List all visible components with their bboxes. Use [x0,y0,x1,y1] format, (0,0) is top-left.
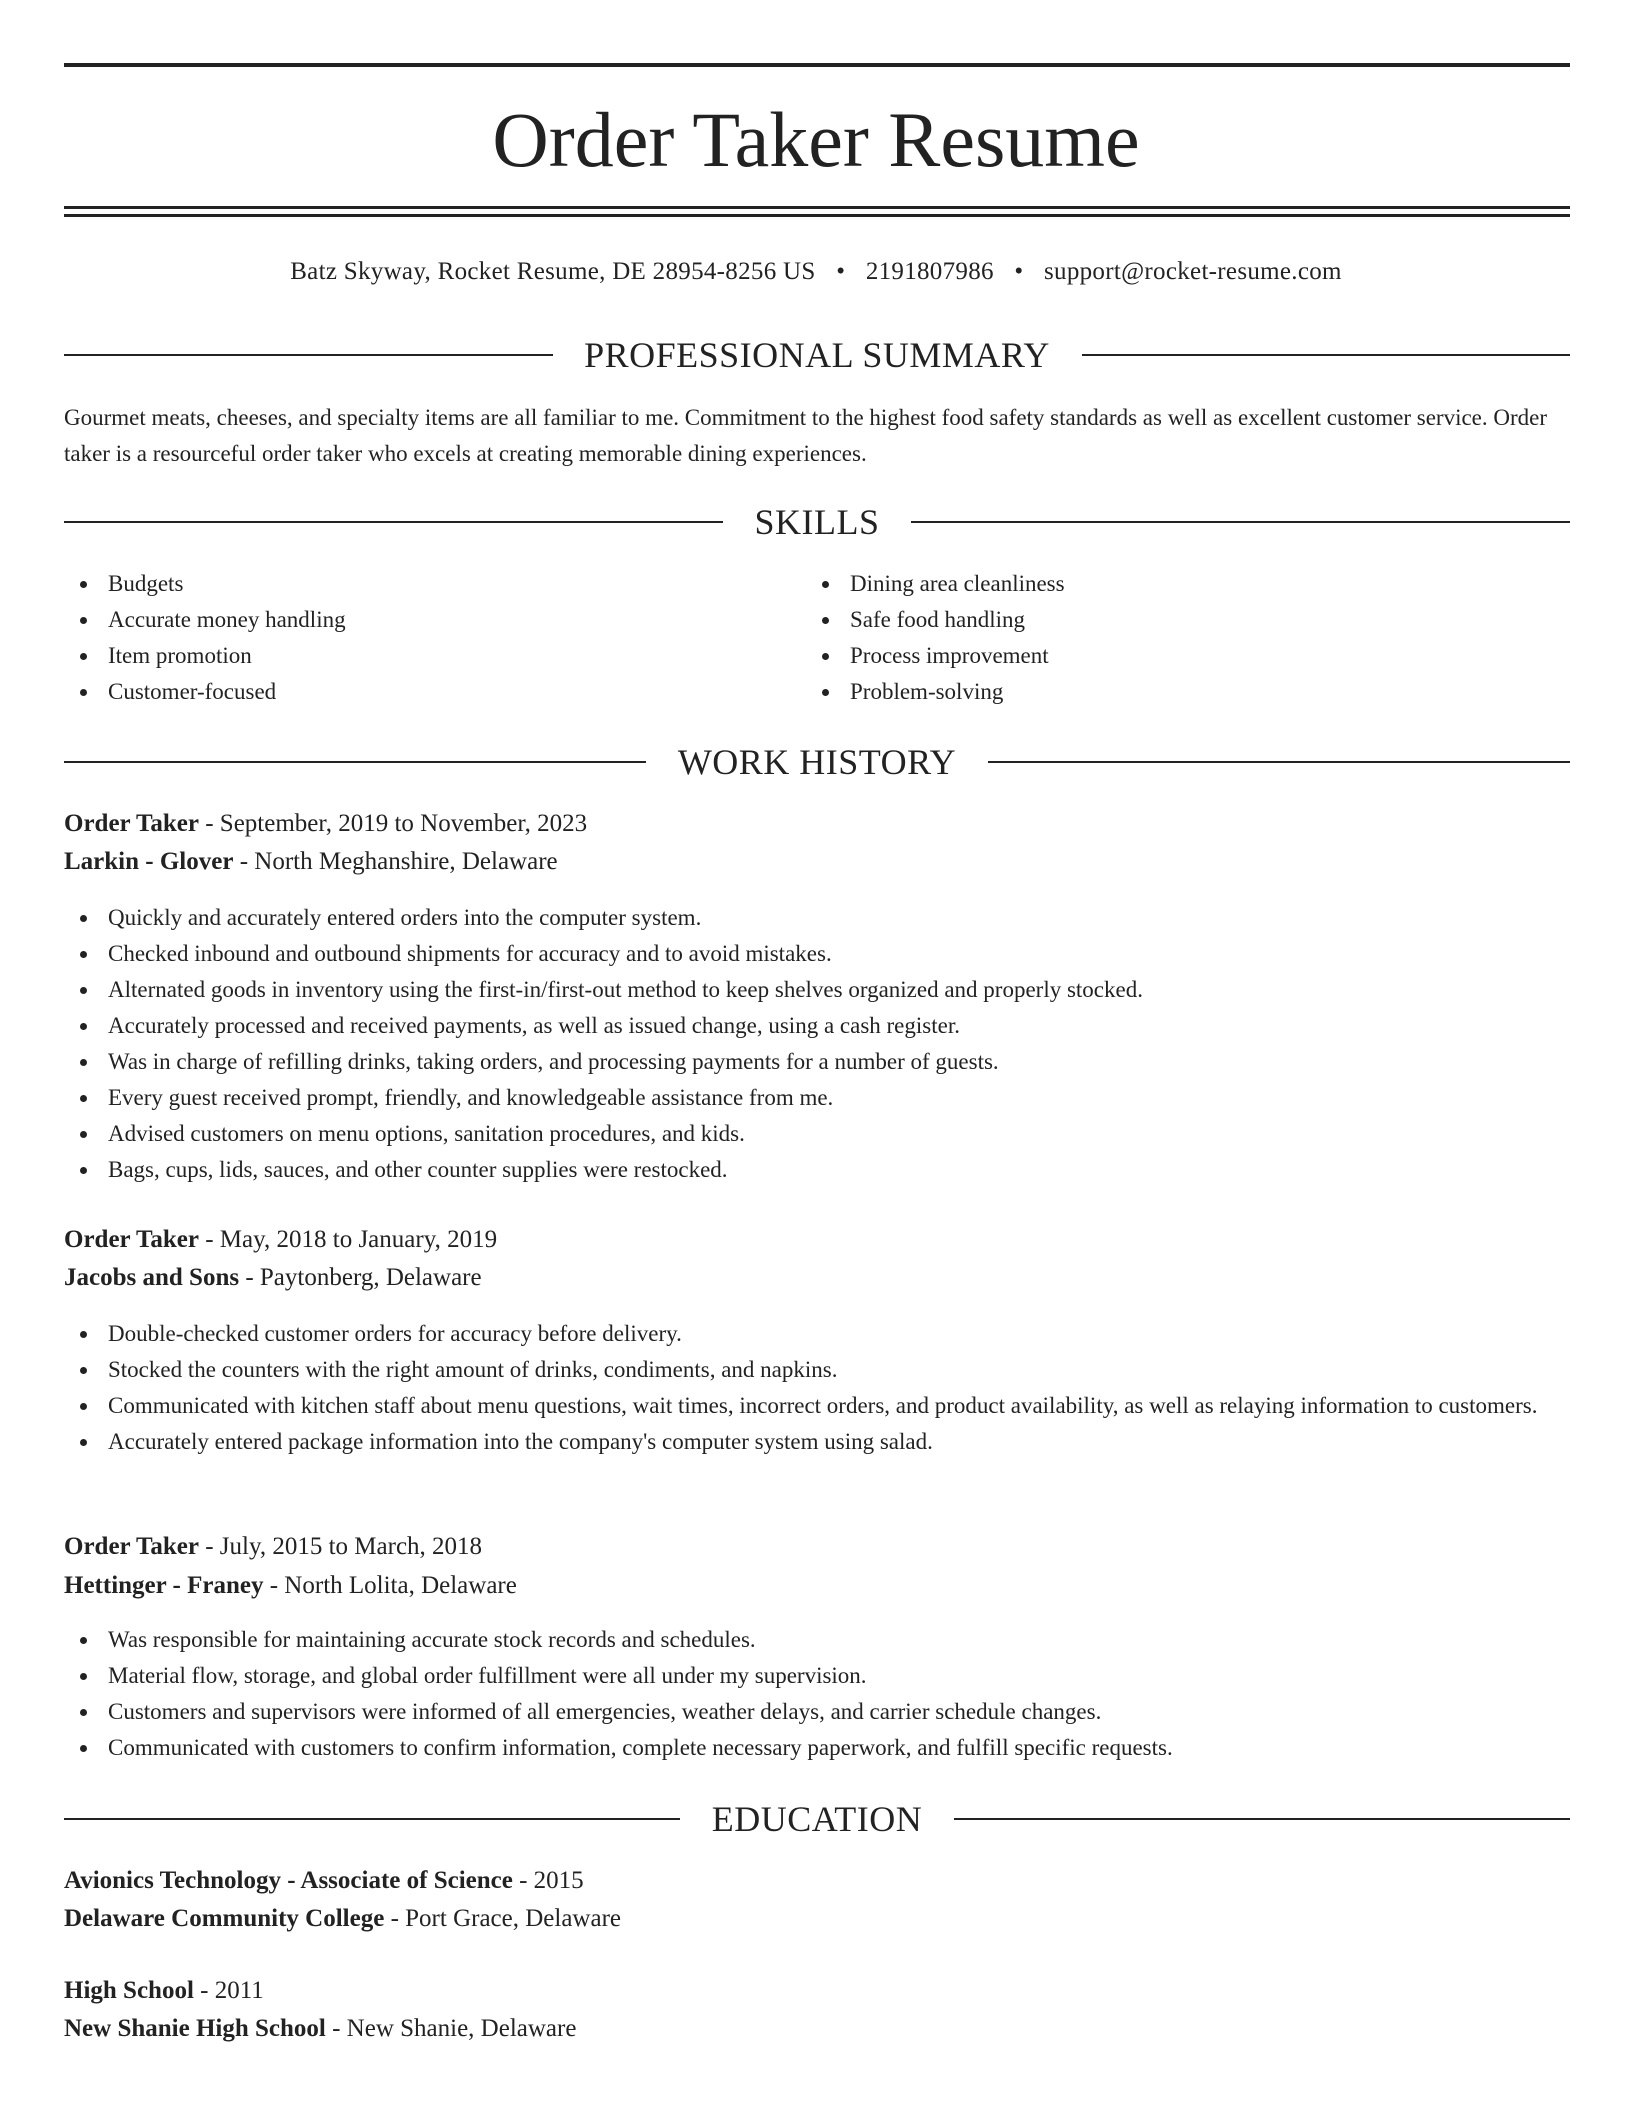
job-location: - Paytonberg, Delaware [239,1264,482,1291]
list-item: Accurately processed and received payments, as well as issued change, using a cash register. [64,1008,1570,1044]
list-item: Budgets [64,566,804,602]
resume-title: Order Taker Resume [492,96,1140,183]
list-item: Dining area cleanliness [806,566,1546,602]
list-item: Customer-focused [64,674,804,710]
education-year: - 2011 [193,1977,264,2004]
work-history-heading [64,740,1570,784]
section-title: PROFESSIONAL SUMMARY [554,335,1080,375]
list-item: Material flow, storage, and global order fulfillment were all under my supervision. [64,1658,1570,1694]
section-title: SKILLS [724,502,909,542]
list-item: Problem-solving [806,674,1546,710]
education-degree: Avionics Technology - Associate of Science [64,1867,513,1894]
job-bullets [64,1622,1570,1766]
education-school: Delaware Community College [64,1905,385,1932]
contact-email: support@rocket-resume.com [1044,258,1342,285]
education-heading [64,1797,1570,1841]
education-school-line [64,2011,1570,2047]
job-company: Hettinger - Franey [64,1572,264,1599]
education-year: - 2015 [512,1867,584,1894]
list-item: Checked inbound and outbound shipments for accuracy and to avoid mistakes. [64,936,1570,972]
education-location: - New Shanie, Delaware [325,2015,577,2042]
job-title: Order Taker [64,810,199,837]
skills-heading [64,500,1570,544]
job-title: Order Taker [64,1533,199,1560]
section-title: EDUCATION [682,1799,952,1839]
job-title: Order Taker [64,1226,199,1253]
list-item: Every guest received prompt, friendly, and knowledgeable assistance from me. [64,1080,1570,1116]
list-item: Communicated with customers to confirm information, complete necessary paperwork, and fulfill specific requests. [64,1730,1570,1766]
job-company-line [64,844,1570,880]
contact-separator: • [1014,258,1024,285]
list-item: Communicated with kitchen staff about menu questions, wait times, incorrect orders, and product availability, as well as relaying information to customers. [64,1388,1570,1424]
list-item: Quickly and accurately entered orders into the computer system. [64,900,1570,936]
summary-heading [64,333,1570,377]
education-degree: High School [64,1977,194,2004]
list-item: Item promotion [64,638,804,674]
list-item: Alternated goods in inventory using the first-in/first-out method to keep shelves organized and properly stocked. [64,972,1570,1008]
list-item: Double-checked customer orders for accuracy before delivery. [64,1316,1570,1352]
title-rule-lower [64,214,1570,217]
job-location: - North Meghanshire, Delaware [233,848,558,875]
list-item: Was in charge of refilling drinks, taking orders, and processing payments for a number of guests. [64,1044,1570,1080]
list-item: Customers and supervisors were informed of all emergencies, weather delays, and carrier schedule changes. [64,1694,1570,1730]
contact-line [0,256,1632,288]
skills-list-right [806,566,1546,710]
job-bullets [64,900,1570,1188]
job-bullets [64,1316,1570,1460]
job-title-line [64,1222,1570,1258]
job-title-line [64,806,1570,842]
list-item: Bags, cups, lids, sauces, and other counter supplies were restocked. [64,1152,1570,1188]
list-item: Was responsible for maintaining accurate stock records and schedules. [64,1622,1570,1658]
job-company: Jacobs and Sons [64,1264,240,1291]
job-company: Larkin - Glover [64,848,234,875]
list-item: Process improvement [806,638,1546,674]
section-title: WORK HISTORY [648,742,986,782]
education-school: New Shanie High School [64,2015,326,2042]
education-degree-line [64,1973,1570,2009]
list-item: Accurate money handling [64,602,804,638]
summary-text: Gourmet meats, cheeses, and specialty items are all familiar to me. Commitment to the highest food safety standards as well as excellent customer service. Order taker is a resourceful order taker who excels at creating memorable dining experiences. [64,405,1548,466]
list-item: Accurately entered package information into the company's computer system using salad. [64,1424,1570,1460]
job-company-line [64,1260,1570,1296]
job-company-line [64,1568,1570,1604]
list-item: Stocked the counters with the right amount of drinks, condiments, and napkins. [64,1352,1570,1388]
job-dates: - September, 2019 to November, 2023 [198,810,588,837]
job-dates: - July, 2015 to March, 2018 [198,1533,483,1560]
job-title-line [64,1529,1570,1565]
job-dates: - May, 2018 to January, 2019 [198,1226,498,1253]
contact-address: Batz Skyway, Rocket Resume, DE 28954-8256 US [290,258,816,285]
education-school-line [64,1901,1570,1937]
title-rule-upper [64,206,1570,209]
education-degree-line [64,1863,1570,1899]
skills-list-left [64,566,804,710]
list-item: Advised customers on menu options, sanitation procedures, and kids. [64,1116,1570,1152]
job-location: - North Lolita, Delaware [263,1572,517,1599]
contact-separator: • [836,258,846,285]
education-location: - Port Grace, Delaware [384,1905,621,1932]
top-rule [64,63,1570,67]
list-item: Safe food handling [806,602,1546,638]
contact-phone: 2191807986 [865,258,994,285]
